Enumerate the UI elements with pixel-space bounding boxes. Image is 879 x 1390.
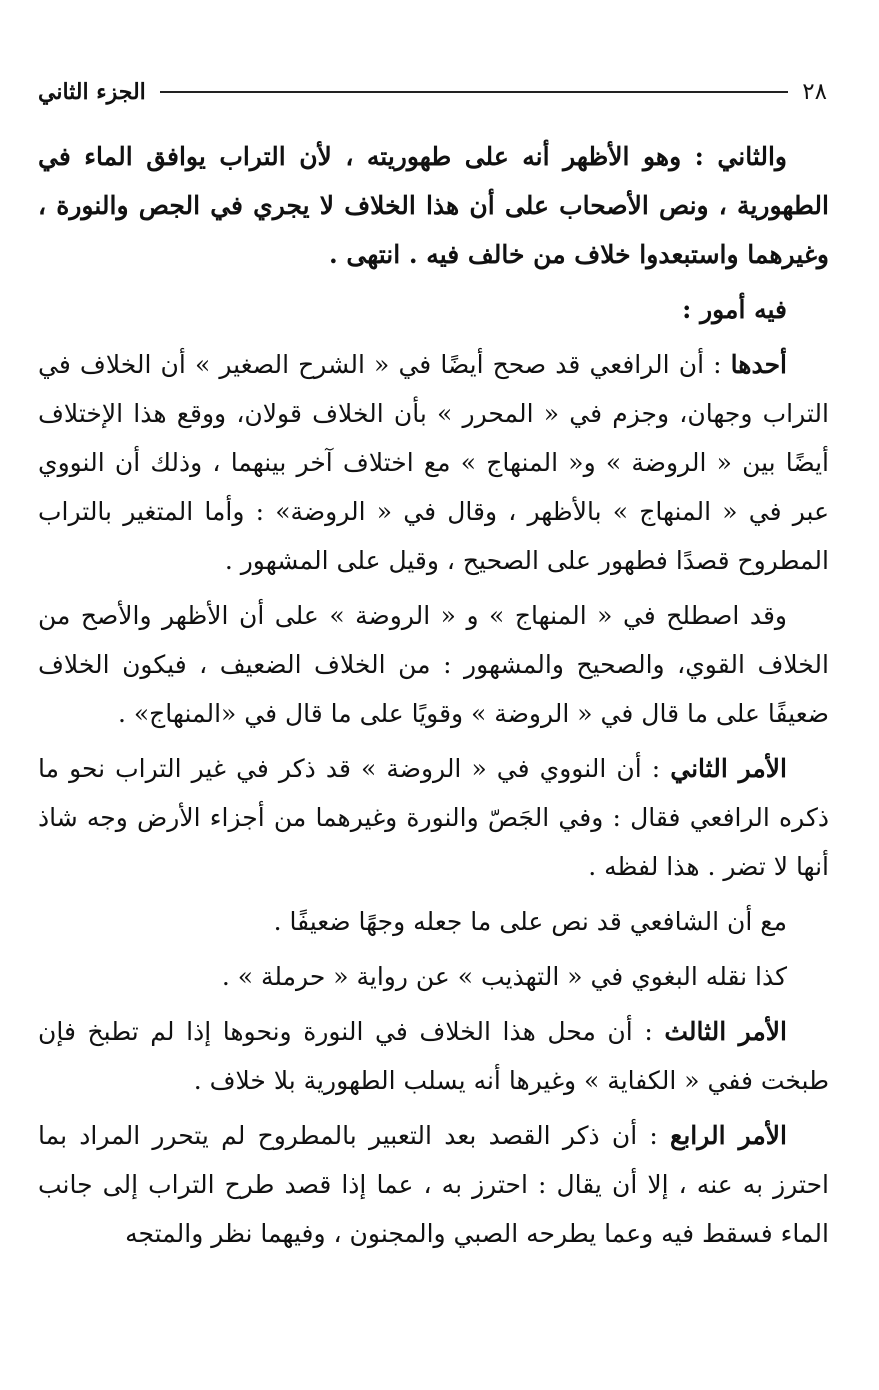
page-number: ٢٨ xyxy=(802,79,827,105)
paragraph-text: : أن محل هذا الخلاف في النورة ونحوها إذا لم تطبخ فإن طبخت ففي « الكفاية » وغيرها أنه يسلب الطهورية بلا خلاف . xyxy=(38,1017,829,1095)
paragraph-baghawi-note xyxy=(38,952,829,1001)
paragraph-text: وقد اصطلح في « المنهاج » و « الروضة » على أن الأظهر والأصح من الخلاف القوي، والصحيح والمشهور : من الخلاف الضعيف ، فيكون الخلاف ضعيفًا على ما قال في « الروضة » وقويًا على ما قال في «المنهاج» . xyxy=(38,601,829,728)
paragraph-quote-conclusion xyxy=(38,132,829,279)
running-title: الجزء الثاني xyxy=(38,79,146,105)
paragraph-first-matter xyxy=(38,340,829,585)
page-body xyxy=(38,132,829,1264)
page-header xyxy=(38,72,827,112)
paragraph-shafii-note xyxy=(38,897,829,946)
paragraph-text: : أن النووي في « الروضة » قد ذكر في غير التراب نحو ما ذكره الرافعي فقال : وفي الجَصّ والنورة وغيرهما من أجزاء الأرض وجه شاذ أنها لا تضر . هذا لفظه . xyxy=(38,754,829,881)
paragraph-text: : أن الرافعي قد صحح أيضًا في « الشرح الصغير » أن الخلاف في التراب وجهان، وجزم في « المحرر » بأن الخلاف قولان، ووقع هذا الإختلاف أيضًا بين « الروضة » و« المنهاج » مع اختلاف آخر بينهما ، وذلك أن النووي عبر في « المنهاج » بالأظهر ، وقال في « الروضة» : وأما المتغير بالتراب المطروح قصدًا فطهور على الصحيح ، وقيل على المشهور . xyxy=(38,350,829,575)
paragraph-fourth-matter xyxy=(38,1111,829,1258)
paragraph-text: كذا نقله البغوي في « التهذيب » عن رواية « حرملة » . xyxy=(221,962,787,991)
paragraph-intro-matters xyxy=(38,285,829,334)
paragraph-text: فيه أمور : xyxy=(682,295,787,324)
paragraph-lead: أحدها xyxy=(730,350,787,379)
paragraph-lead: الأمر الثاني xyxy=(670,754,787,783)
header-rule xyxy=(160,91,789,93)
paragraph-lead: الأمر الرابع xyxy=(670,1121,787,1150)
paragraph-third-matter xyxy=(38,1007,829,1105)
paragraph-text: مع أن الشافعي قد نص على ما جعله وجهًا ضعيفًا . xyxy=(273,907,787,936)
paragraph-terminology xyxy=(38,591,829,738)
paragraph-text: : أن ذكر القصد بعد التعبير بالمطروح لم يتحرر المراد بما احترز به عنه ، إلا أن يقال : احترز به ، عما إذا قصد طرح التراب إلى جانب الماء فسقط فيه وعما يطرحه الصبي والمجنون ، وفيهما نظر والمتجه xyxy=(38,1121,829,1248)
paragraph-text: والثاني : وهو الأظهر أنه على طهوريته ، لأن التراب يوافق الماء في الطهورية ، ونص الأصحاب على أن هذا الخلاف لا يجري في الجص والنورة ، وغيرهما واستبعدوا خلاف من خالف فيه . انتهى . xyxy=(38,142,829,269)
paragraph-second-matter xyxy=(38,744,829,891)
paragraph-lead: الأمر الثالث xyxy=(664,1017,787,1046)
